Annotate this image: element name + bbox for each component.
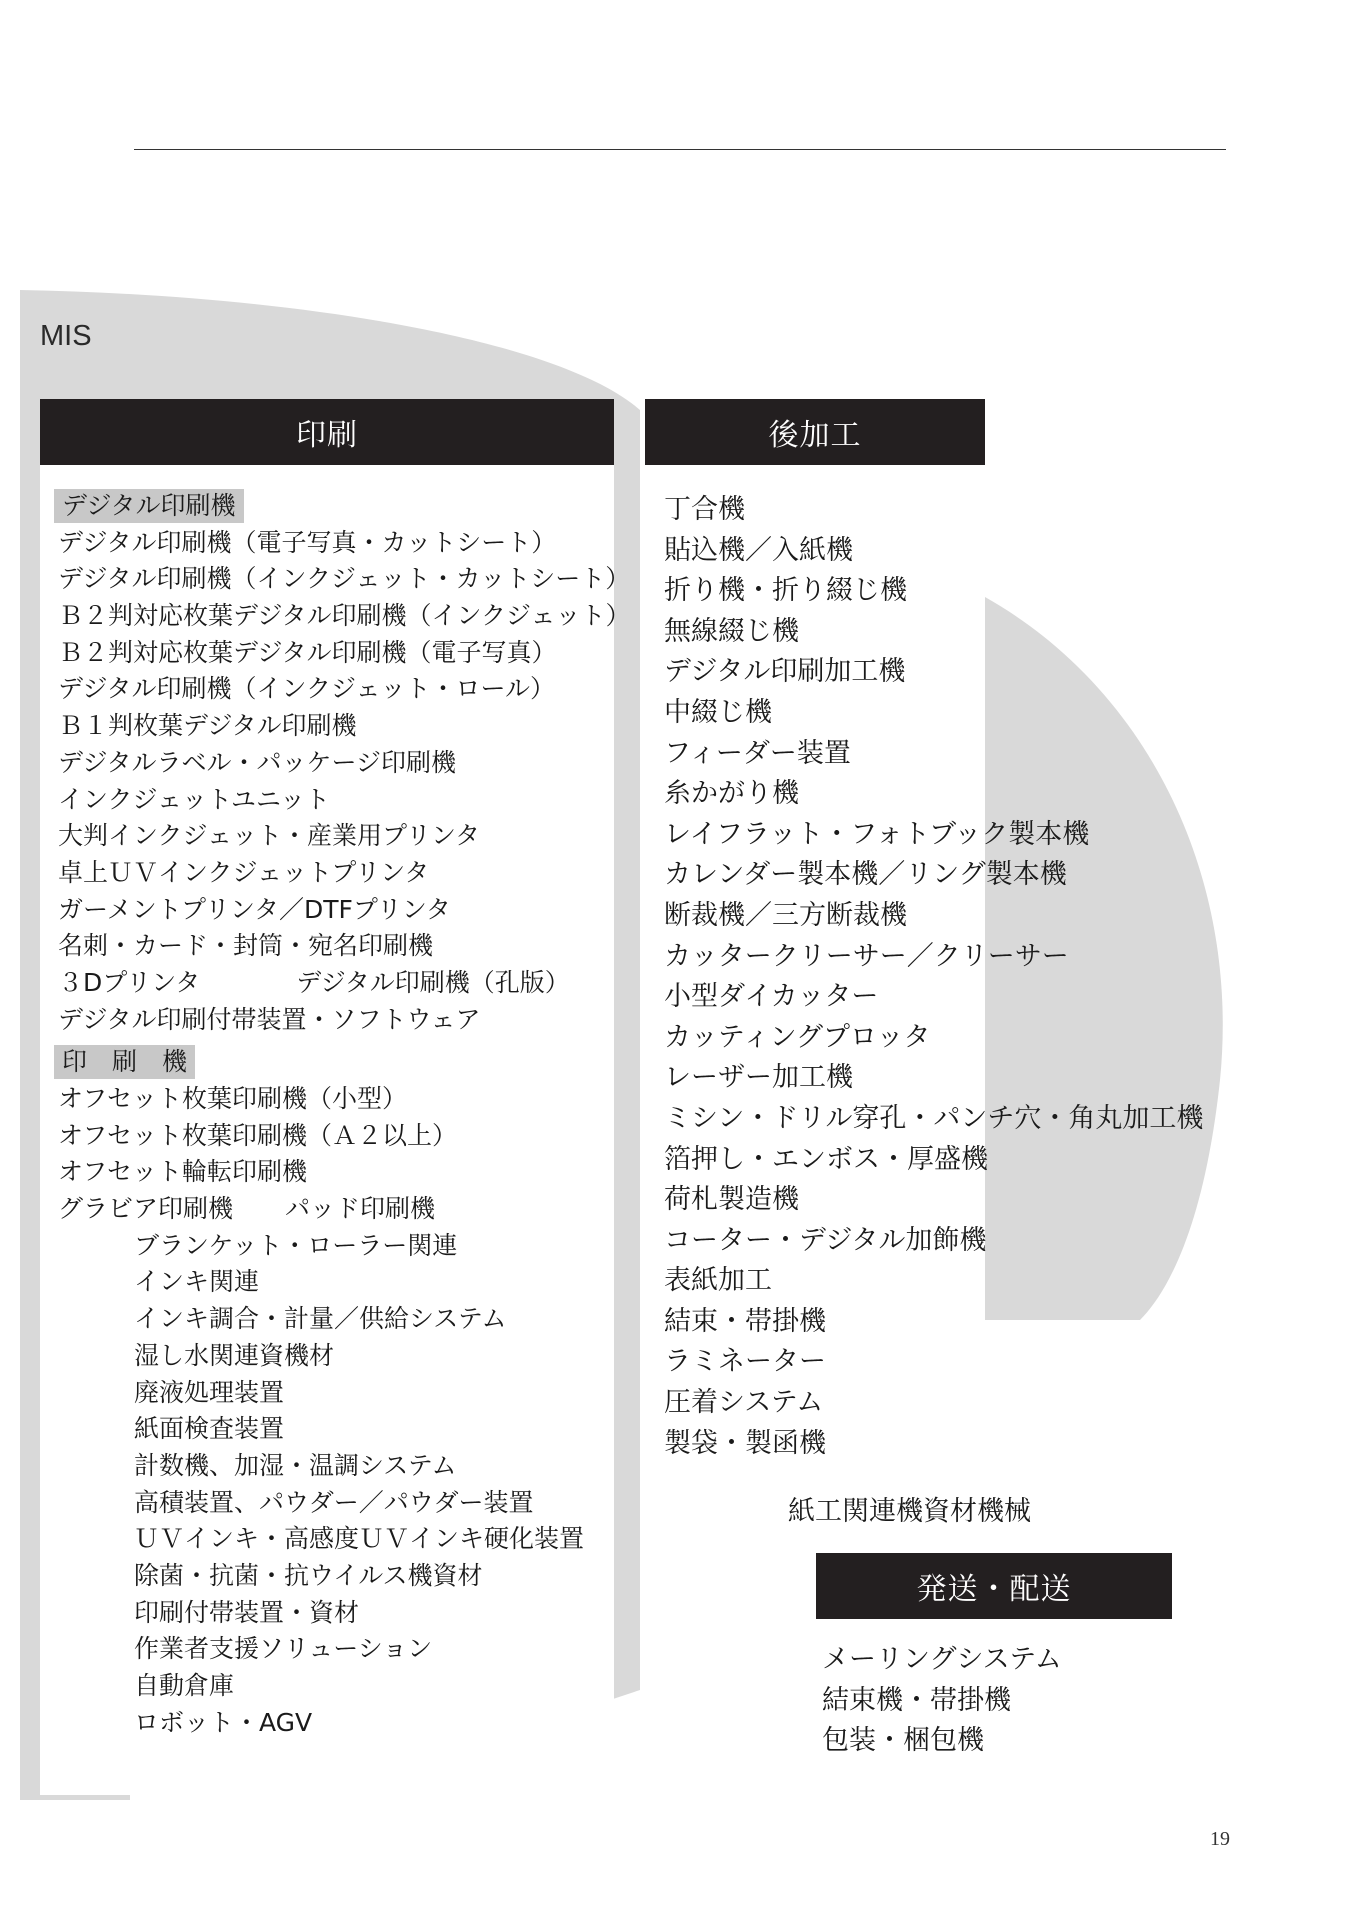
list-item-stencil: デジタル印刷機（孔版） (296, 967, 570, 997)
list-item: デジタル印刷機（電子写真・カットシート） (58, 527, 557, 557)
list-item: カッタークリーサー／クリーサー (664, 940, 1069, 972)
list-item: 大判インクジェット・産業用プリンタ (58, 821, 481, 851)
list-item: 無線綴じ機 (664, 615, 799, 647)
list-item: オフセット輪転印刷機 (58, 1157, 308, 1187)
list-item: ブランケット・ローラー関連 (134, 1230, 458, 1260)
list-item: レイフラット・フォトブック製本機 (664, 818, 1090, 850)
list-item: ロボット・AGV (134, 1707, 313, 1737)
list-item: 自動倉庫 (134, 1671, 235, 1700)
list-item: 廃液処理装置 (134, 1377, 285, 1407)
list-item: 包装・梱包機 (822, 1725, 984, 1757)
list-item: 結束・帯掛機 (664, 1305, 826, 1337)
list-item: 断裁機／三方断裁機 (664, 899, 907, 931)
list-item: レーザー加工機 (664, 1062, 853, 1094)
list-item: 中綴じ機 (664, 696, 772, 728)
printing-header: 印刷 (40, 399, 614, 465)
list-item-gravure: グラビア印刷機 (58, 1194, 234, 1224)
list-item: Ｂ１判枚葉デジタル印刷機 (58, 711, 357, 741)
list-item: 除菌・抗菌・抗ウイルス機資材 (134, 1560, 483, 1590)
list-item: デジタル印刷機（インクジェット・ロール） (58, 674, 556, 704)
list-item: 表紙加工 (664, 1265, 772, 1297)
list-item: ガーメントプリンタ／DTFプリンタ (58, 894, 451, 924)
digital-category-tag: デジタル印刷機 (54, 489, 244, 523)
list-item: インクジェットユニット (58, 784, 331, 814)
list-item: 折り機・折り綴じ機 (664, 575, 907, 607)
list-item: 小型ダイカッター (664, 981, 879, 1013)
list-item-pair (58, 1191, 631, 1228)
list-item: 箔押し・エンボス・厚盛機 (664, 1143, 988, 1175)
list-item: デジタルラベル・パッケージ印刷機 (58, 747, 457, 777)
press-category-row (58, 1044, 631, 1081)
list-item: Ｂ２判対応枚葉デジタル印刷機（インクジェット） (58, 601, 631, 631)
mis-label: MIS (40, 320, 92, 352)
list-item-pad: パッド印刷機 (285, 1194, 436, 1224)
list-item: 卓上ＵＶインクジェットプリンタ (58, 857, 430, 887)
postpress-header: 後加工 (645, 399, 985, 465)
list-item: インキ調合・計量／供給システム (134, 1304, 507, 1334)
list-item: 荷札製造機 (664, 1184, 799, 1216)
list-item: インキ関連 (134, 1267, 260, 1297)
list-item: フィーダー装置 (664, 737, 851, 769)
list-item: デジタル印刷加工機 (664, 656, 906, 688)
list-item: ＵＶインキ・高感度ＵＶインキ硬化装置 (134, 1524, 585, 1554)
list-item: メーリングシステム (822, 1644, 1062, 1675)
list-item: オフセット枚葉印刷機（Ａ２以上） (58, 1120, 458, 1150)
list-item-3d-printer: ３Dプリンタ (58, 967, 201, 997)
list-item: 印刷付帯装置・資材 (134, 1597, 360, 1627)
list-item: ラミネーター (664, 1346, 826, 1378)
list-item: カッティングプロッタ (664, 1021, 931, 1053)
list-item: 作業者支援ソリューション (134, 1634, 433, 1664)
list-item: 丁合機 (664, 494, 745, 525)
list-item: 高積装置、パウダー／パウダー装置 (134, 1487, 534, 1517)
list-item: 圧着システム (664, 1387, 824, 1419)
list-item: ミシン・ドリル穿孔・パンチ穴・角丸加工機 (664, 1102, 1204, 1134)
list-item: 紙面検査装置 (134, 1414, 285, 1444)
list-item: 製袋・製函機 (664, 1427, 826, 1459)
shipping-list (822, 1640, 1062, 1762)
list-item: 貼込機／入紙機 (664, 534, 853, 566)
list-item: 計数機、加湿・温調システム (134, 1450, 457, 1480)
list-item: 湿し水関連資機材 (134, 1340, 335, 1370)
list-item: デジタル印刷付帯装置・ソフトウェア (58, 1004, 481, 1034)
list-item: 名刺・カード・封筒・宛名印刷機 (58, 931, 434, 961)
list-item: デジタル印刷機（インクジェット・カットシート） (58, 564, 631, 594)
page-number: 19 (1210, 1828, 1230, 1850)
printing-list (58, 488, 631, 1741)
paper-related-label: 紙工関連機資材機械 (788, 1496, 1031, 1527)
digital-category-row (58, 488, 631, 525)
list-item: 糸かがり機 (664, 778, 799, 810)
postpress-list (664, 490, 1203, 1464)
list-item: カレンダー製本機／リング製本機 (664, 859, 1067, 891)
list-item-pair (58, 965, 631, 1002)
list-item: コーター・デジタル加飾機 (664, 1224, 987, 1256)
list-item: オフセット枚葉印刷機（小型） (58, 1084, 408, 1113)
press-category-tag: 印 刷 機 (54, 1045, 195, 1079)
shipping-header: 発送・配送 (816, 1553, 1172, 1619)
list-item: Ｂ２判対応枚葉デジタル印刷機（電子写真） (58, 637, 557, 667)
list-item: 結束機・帯掛機 (822, 1684, 1011, 1716)
